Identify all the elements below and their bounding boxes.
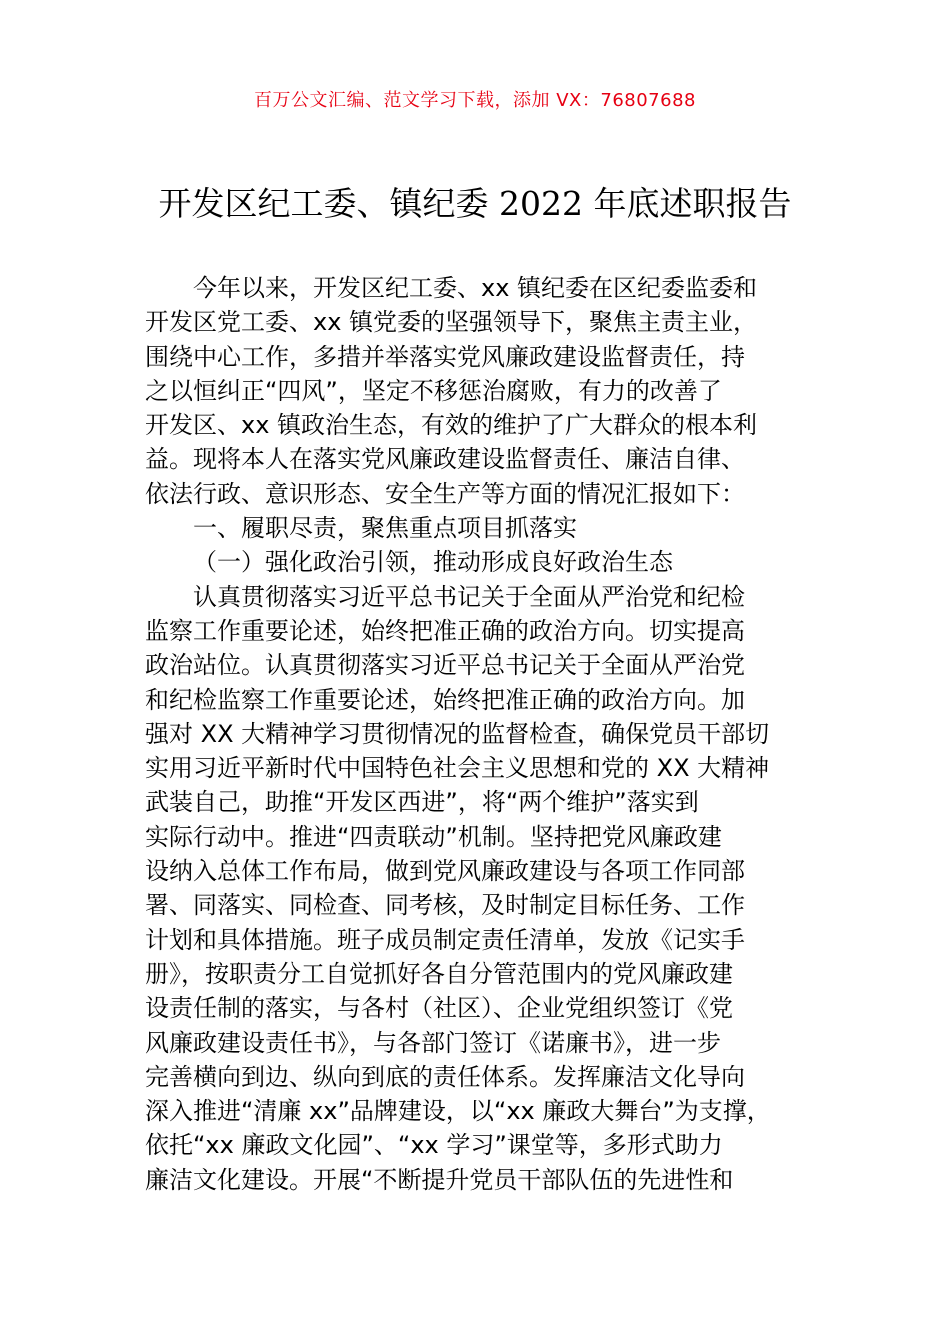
header-notice: 百万公文汇编、范文学习下载，添加 VX：76807688 <box>254 90 696 111</box>
paragraph-line: 依法行政、意识形态、安全生产等方面的情况汇报如下： <box>145 479 745 508</box>
paragraph-line: 益。现将本人在落实党风廉政建设监督责任、廉洁自律、 <box>145 445 745 474</box>
paragraph-line: 开发区党工委、xx 镇党委的坚强领导下，聚焦主责主业， <box>145 308 758 337</box>
paragraph-line: 依托“xx 廉政文化园”、“xx 学习”课堂等，多形式助力 <box>145 1131 723 1160</box>
paragraph-line: 围绕中心工作，多措并举落实党风廉政建设监督责任，持 <box>145 342 745 371</box>
paragraph-line: 武装自己，助推“开发区西进”，将“两个维护”落实到 <box>145 788 699 817</box>
document-body <box>145 271 825 1197</box>
paragraph-line: 今年以来，开发区纪工委、xx 镇纪委在区纪委监委和 <box>193 274 758 302</box>
paragraph-line: 计划和具体措施。班子成员制定责任清单，发放《记实手 <box>145 925 745 954</box>
document-title: 开发区纪工委、镇纪委 2022 年底述职报告 <box>158 184 792 223</box>
paragraph-line: 设纳入总体工作布局，做到党风廉政建设与各项工作同部 <box>145 857 745 886</box>
paragraph-line: 实际行动中。推进“四责联动”机制。坚持把党风廉政建 <box>145 822 722 851</box>
paragraph-line: 廉洁文化建设。开展“不断提升党员干部队伍的先进性和 <box>145 1165 734 1194</box>
paragraph-line: 认真贯彻落实习近平总书记关于全面从严治党和纪检 <box>193 582 745 611</box>
paragraph-line: 深入推进“清廉 xx”品牌建设，以“xx 廉政大舞台”为支撑， <box>145 1097 771 1126</box>
paragraph-line: 政治站位。认真贯彻落实习近平总书记关于全面从严治党 <box>145 651 745 680</box>
paragraph-line: 风廉政建设责任书》，与各部门签订《诺廉书》，进一步 <box>145 1028 721 1057</box>
paragraph-line: 强对 XX 大精神学习贯彻情况的监督检查，确保党员干部切 <box>145 719 770 748</box>
subsection-heading: （一）强化政治引领，推动形成良好政治生态 <box>193 548 673 577</box>
section-heading: 一、履职尽责，聚焦重点项目抓落实 <box>193 514 577 543</box>
paragraph-line: 册》，按职责分工自觉抓好各自分管范围内的党风廉政建 <box>145 959 733 988</box>
paragraph-line: 监察工作重要论述，始终把准正确的政治方向。切实提高 <box>145 616 745 645</box>
paragraph-line: 署、同落实、同检查、同考核，及时制定目标任务、工作 <box>145 891 745 920</box>
paragraph-line: 和纪检监察工作重要论述，始终把准正确的政治方向。加 <box>145 685 745 714</box>
paragraph-line: 设责任制的落实，与各村（社区）、企业党组织签订《党 <box>145 994 733 1023</box>
paragraph-line: 完善横向到边、纵向到底的责任体系。发挥廉洁文化导向 <box>145 1062 745 1091</box>
paragraph-line: 之以恒纠正“四风”，坚定不移惩治腐败，有力的改善了 <box>145 376 722 405</box>
paragraph-line: 开发区、xx 镇政治生态，有效的维护了广大群众的根本利 <box>145 411 758 440</box>
paragraph-line: 实用习近平新时代中国特色社会主义思想和党的 XX 大精神 <box>145 754 770 783</box>
